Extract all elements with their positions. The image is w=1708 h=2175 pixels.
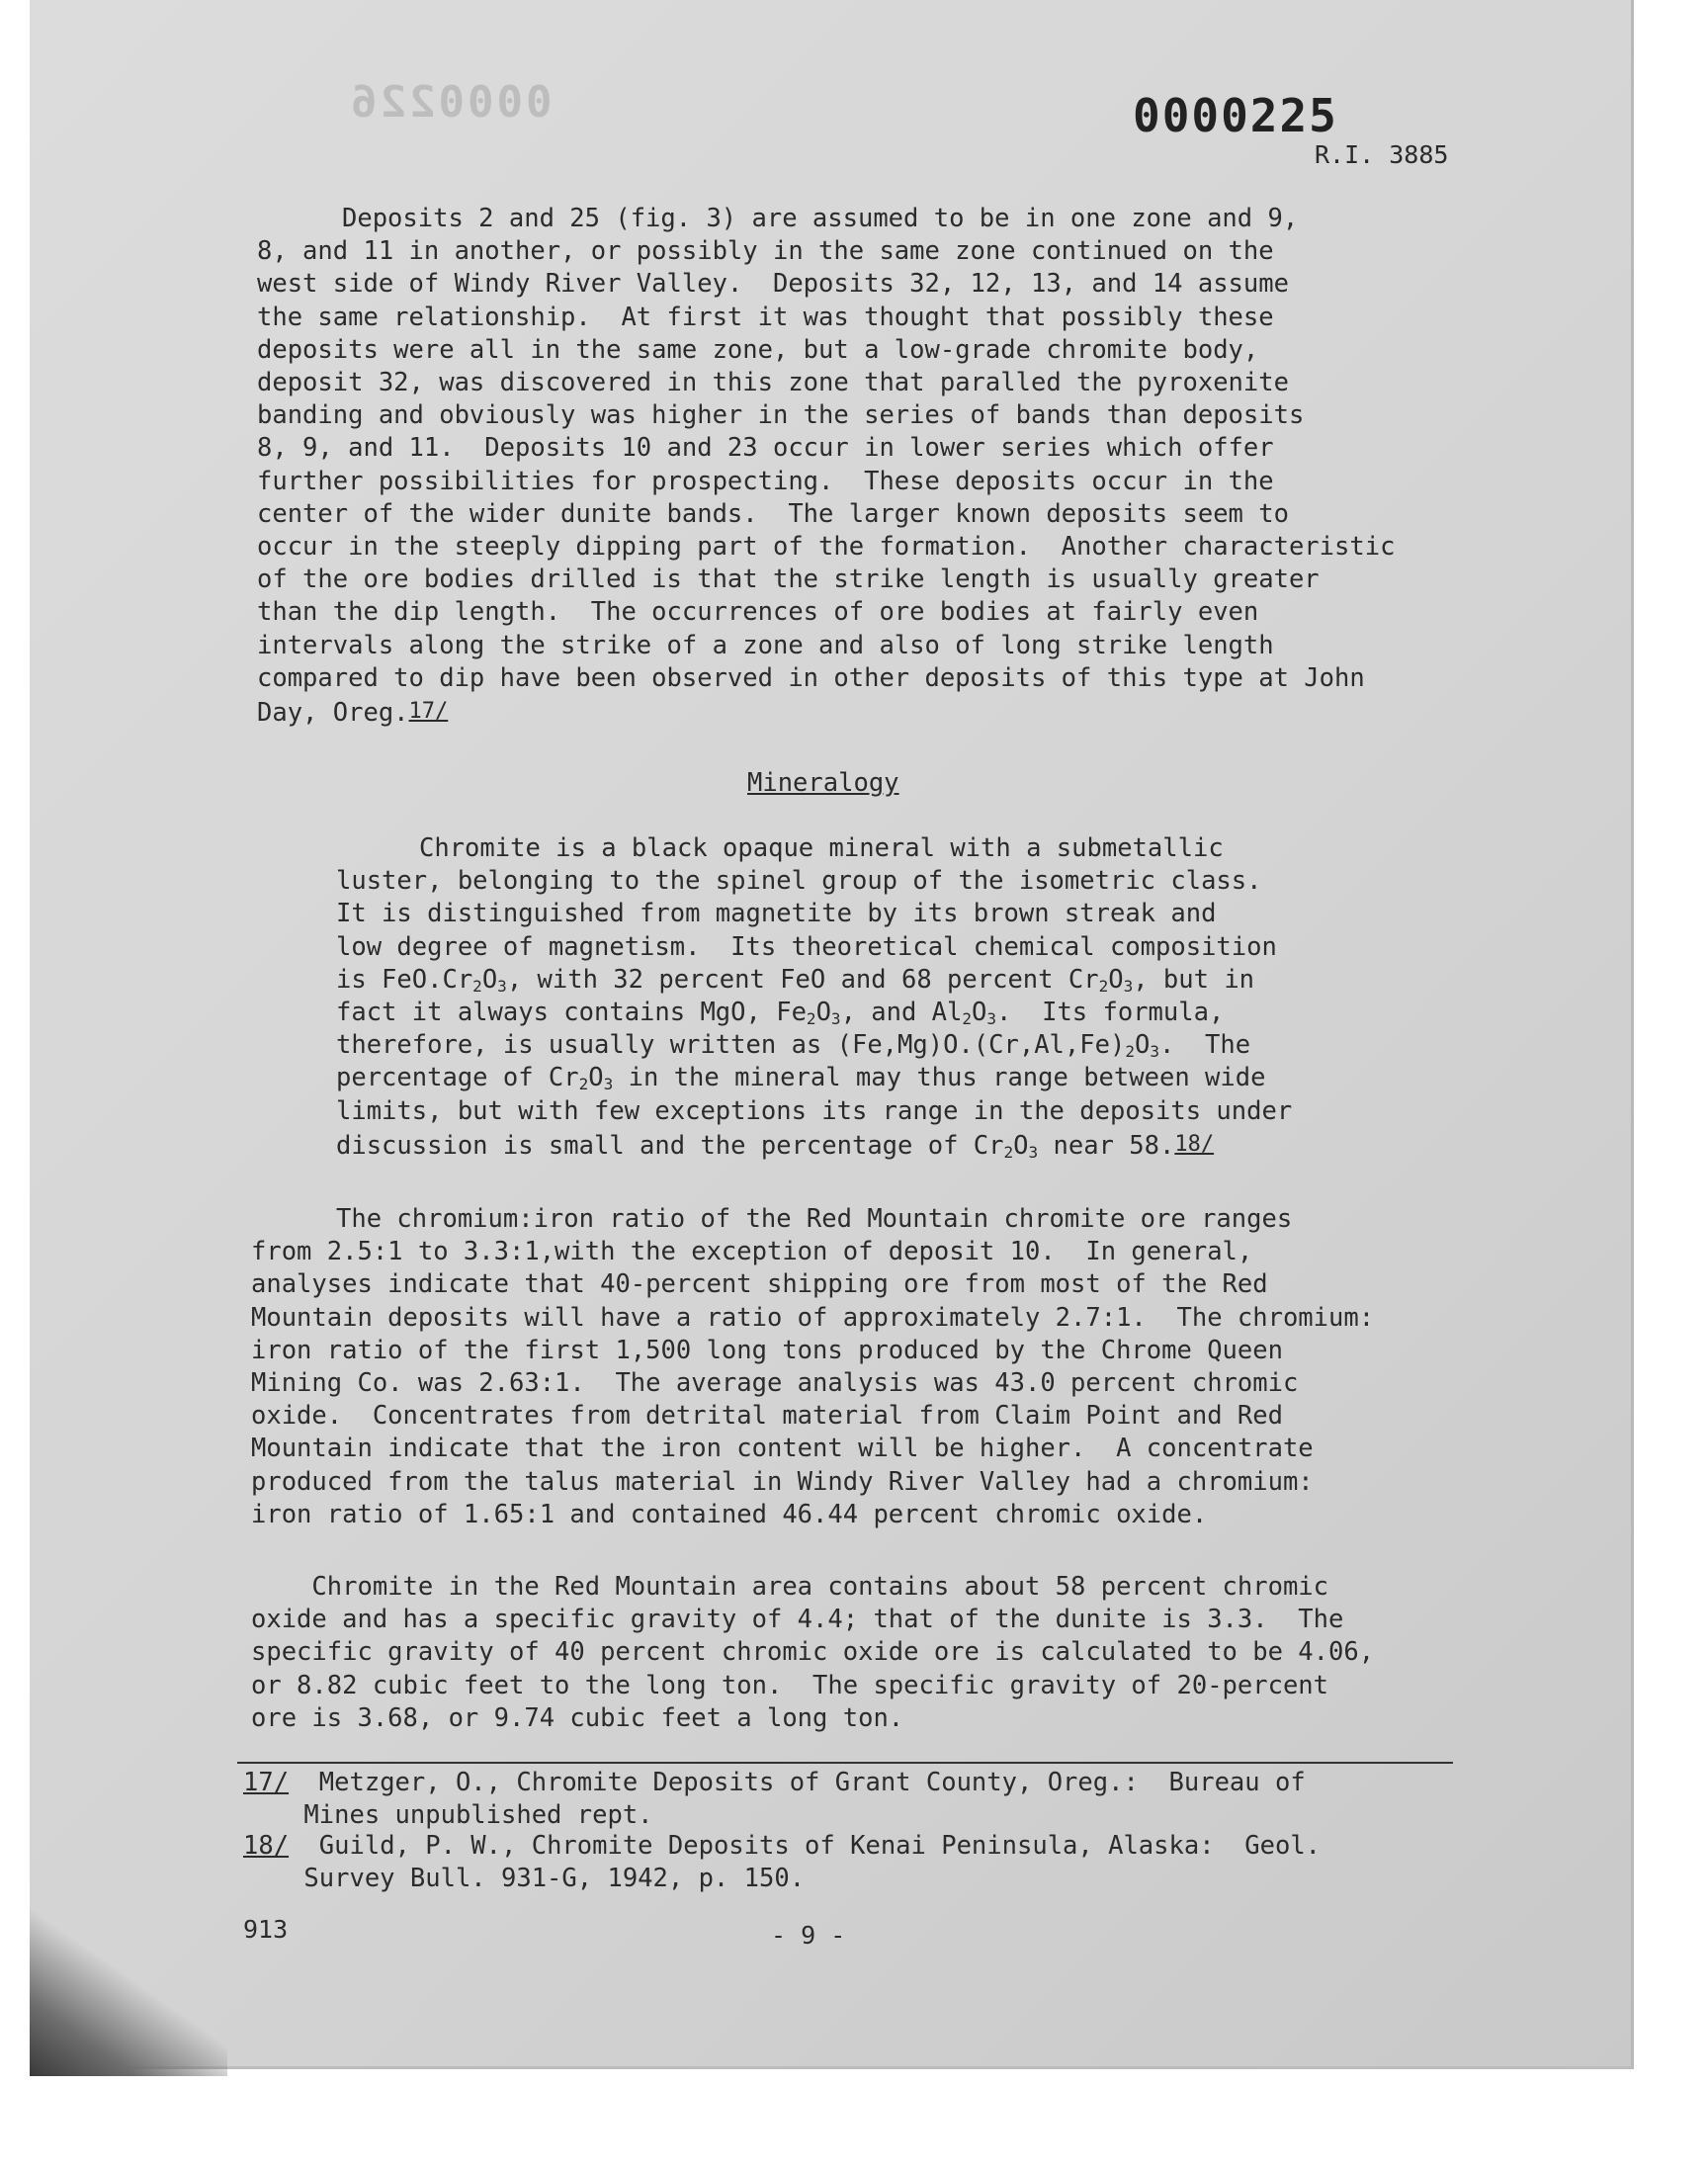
- text-line: of the ore bodies drilled is that the strike length is usually greater: [257, 565, 1320, 595]
- text-segment: O: [1134, 1030, 1151, 1061]
- text-segment: O: [588, 1063, 604, 1093]
- footnote-divider: [237, 1762, 1453, 1764]
- bleed-through-number: 0000226: [348, 77, 553, 128]
- text-segment: O: [481, 964, 498, 995]
- subscript: 3: [986, 1009, 997, 1029]
- text-line: Mountain deposits will have a ratio of approximately 2.7:1. The chromium:: [251, 1302, 1375, 1333]
- text-line: west side of Windy River Valley. Deposits 32, 12, 13, and 14 assume: [257, 269, 1289, 300]
- text-line: Deposits 2 and 25 (fig. 3) are assumed to be in one zone and 9,: [342, 204, 1299, 233]
- text-line: [336, 931, 1292, 964]
- text-line: [336, 832, 1292, 865]
- text-line: [336, 964, 1292, 997]
- subscript: 3: [603, 1075, 614, 1094]
- text-segment: , and Al: [840, 998, 963, 1028]
- subscript: 2: [1098, 976, 1109, 996]
- text-line: [336, 898, 1292, 930]
- subscript: 2: [1003, 1142, 1014, 1162]
- text-segment: , with 32 percent FeO and 68 percent Cr: [506, 964, 1099, 995]
- footnote-18: [243, 1830, 1321, 1895]
- text-segment: O: [1013, 1130, 1029, 1161]
- text-line: intervals along the strike of a zone and also of long strike length: [257, 630, 1274, 660]
- footnote-17: [243, 1767, 1306, 1832]
- report-id: R.I. 3885: [1315, 140, 1449, 169]
- document-stamp-number: 0000225: [1133, 89, 1338, 142]
- footnote-ref-17: 17/: [408, 699, 449, 725]
- text-segment: . Its formula,: [996, 998, 1225, 1028]
- text-segment: O: [1108, 964, 1124, 995]
- text-line: [336, 1029, 1292, 1062]
- text-segment: . The: [1158, 1030, 1251, 1061]
- text-segment: low degree of magnetism. Its theoretical chemical composition: [336, 931, 1277, 962]
- text-segment: in the mineral may thus range between wide: [613, 1063, 1266, 1093]
- text-segment: near 58.: [1038, 1130, 1175, 1161]
- text-segment: , but in: [1133, 964, 1255, 995]
- text-line: Mountain indicate that the iron content will be higher. A concentrate: [251, 1434, 1314, 1464]
- paragraph-deposit-zones: [257, 203, 1395, 730]
- text-line: or 8.82 cubic feet to the long ton. The specific gravity of 20-percent: [251, 1670, 1329, 1700]
- footnote-number: 17/: [243, 1768, 290, 1797]
- footnote-ref-18: 18/: [1174, 1131, 1215, 1157]
- subscript: 3: [497, 976, 507, 996]
- subscript: 2: [1125, 1042, 1135, 1062]
- text-line: [336, 865, 1292, 898]
- text-segment: therefore, is usually written as (Fe,Mg)O.(Cr,Al,Fe): [336, 1030, 1126, 1061]
- text-line: deposits were all in the same zone, but a low-grade chromite body,: [257, 334, 1259, 365]
- subscript: 2: [472, 976, 482, 996]
- text-line: deposit 32, was discovered in this zone that paralled the pyroxenite: [257, 368, 1289, 398]
- section-heading: Mineralogy: [747, 768, 899, 798]
- subscript: 2: [578, 1075, 589, 1094]
- text-line: 8, and 11 in another, or possibly in the same zone continued on the: [257, 236, 1274, 267]
- text-segment: fact it always contains MgO, Fe: [336, 998, 807, 1028]
- page-number: - 9 -: [771, 1921, 846, 1950]
- text-segment: percentage of Cr: [336, 1063, 579, 1093]
- footnote-text: Metzger, O., Chromite Deposits of Grant County, Oreg.: Bureau of: [318, 1768, 1306, 1797]
- text-segment: discussion is small and the percentage of Cr: [336, 1130, 1004, 1161]
- subscript: 2: [962, 1009, 973, 1029]
- text-line: 8, 9, and 11. Deposits 10 and 23 occur in lower series which offer: [257, 433, 1274, 464]
- text-line: occur in the steeply dipping part of the formation. Another characteristic: [257, 532, 1396, 563]
- text-line: specific gravity of 40 percent chromic oxide ore is calculated to be 4.06,: [251, 1637, 1375, 1668]
- text-line: center of the wider dunite bands. The larger known deposits seem to: [257, 498, 1289, 529]
- paragraph-chromite-description: [336, 832, 1292, 1163]
- subscript: 2: [806, 1009, 816, 1029]
- paragraph-chromium-iron-ratio: [251, 1203, 1374, 1531]
- text-line: produced from the talus material in Windy River Valley had a chromium:: [251, 1466, 1314, 1497]
- text-line: [336, 997, 1292, 1029]
- footnote-number: 18/: [243, 1831, 290, 1861]
- text-segment: O: [815, 998, 831, 1028]
- text-line: banding and obviously was higher in the series of bands than deposits: [257, 400, 1305, 431]
- subscript: 3: [830, 1009, 841, 1029]
- subscript: 3: [1028, 1142, 1039, 1162]
- text-line: [336, 1128, 1292, 1163]
- text-line: iron ratio of 1.65:1 and contained 46.44 percent chromic oxide.: [251, 1499, 1208, 1529]
- footnote-text-continued: Survey Bull. 931-G, 1942, p. 150.: [303, 1864, 806, 1893]
- text-line: further possibilities for prospecting. These deposits occur in the: [257, 466, 1274, 496]
- text-segment: is FeO.Cr: [336, 964, 473, 995]
- text-line: The chromium:iron ratio of the Red Mountain chromite ore ranges: [336, 1204, 1293, 1234]
- text-segment: It is distinguished from magnetite by its brown streak and: [336, 899, 1217, 929]
- text-line: ore is 3.68, or 9.74 cubic feet a long ton.: [251, 1702, 904, 1733]
- text-line: oxide and has a specific gravity of 4.4; that of the dunite is 3.3. The: [251, 1605, 1344, 1635]
- subscript: 3: [1150, 1042, 1159, 1062]
- text-line: [336, 1095, 1292, 1128]
- text-line: the same relationship. At first it was thought that possibly these: [257, 302, 1274, 332]
- text-line: Day, Oreg.17/: [257, 698, 449, 729]
- text-line: iron ratio of the first 1,500 long tons produced by the Chrome Queen: [251, 1335, 1283, 1365]
- footnote-text-continued: Mines unpublished rept.: [303, 1800, 653, 1830]
- text-segment: O: [972, 998, 987, 1028]
- text-line: than the dip length. The occurrences of ore bodies at fairly even: [257, 597, 1259, 628]
- text-line: compared to dip have been observed in other deposits of this type at John: [257, 662, 1365, 693]
- paragraph-specific-gravity: [251, 1571, 1374, 1735]
- text-line: [336, 1062, 1292, 1094]
- text-line: oxide. Concentrates from detrital material from Claim Point and Red: [251, 1401, 1283, 1432]
- text-segment: Chromite is a black opaque mineral with a submetallic: [419, 833, 1224, 863]
- text-segment: limits, but with few exceptions its range in the deposits under: [336, 1095, 1293, 1126]
- document-code: 913: [243, 1915, 289, 1944]
- text-line: analyses indicate that 40-percent shipping ore from most of the Red: [251, 1269, 1268, 1300]
- scan-corner-shadow: [30, 1839, 227, 2076]
- subscript: 3: [1123, 976, 1134, 996]
- text-line: Mining Co. was 2.63:1. The average analysis was 43.0 percent chromic: [251, 1368, 1299, 1399]
- text-line: from 2.5:1 to 3.3:1,with the exception of deposit 10. In general,: [251, 1237, 1253, 1267]
- footnote-text: Guild, P. W., Chromite Deposits of Kenai Peninsula, Alaska: Geol.: [318, 1831, 1322, 1861]
- text-segment: luster, belonging to the spinel group of the isometric class.: [336, 866, 1262, 897]
- text-line: Chromite in the Red Mountain area contains about 58 percent chromic: [251, 1572, 1329, 1602]
